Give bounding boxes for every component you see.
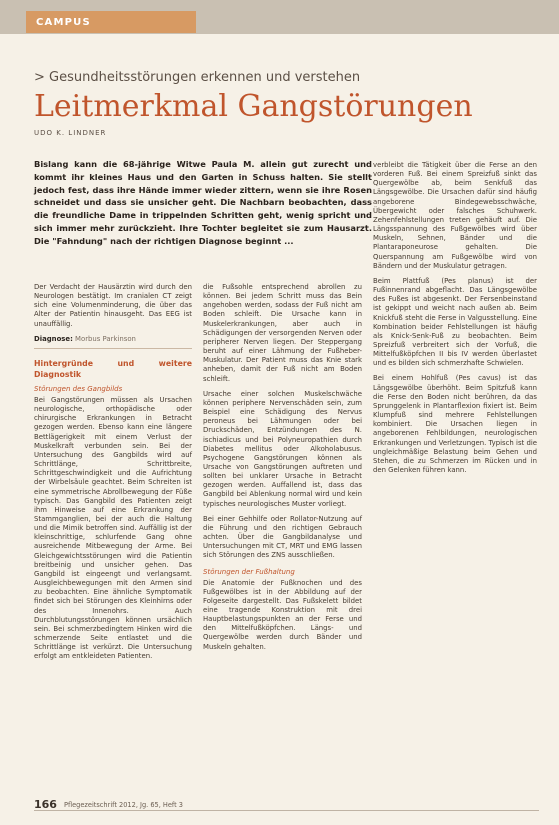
article-kicker: > Gesundheitsstörungen erkennen und verstehen [34,70,361,85]
column-2-body-b: Ursache einer solchen Muskelschwäche können periphere Nervenschäden sein, zum Beispiel eine Schädigung des Nervus peroneus bei Lähmungen oder bei Druckschäden, Entzündungen des N. ischiadicus und bei Polyneuropathien durch Diabetes mellitus oder Alkoholabusus. Psychogene Gangstörungen können als Ursache von Gangstörungen auftreten und sollten bei unklarer Ursache in Betracht gezogen werden. Auffallend ist, dass das Gangbild bei Ablenkung normal wird und kein typisches neurologisches Muster vorliegt. [203,389,362,508]
article-title: Leitmerkmal Gangstörungen [34,89,473,124]
column-1-body: Bei Gangstörungen müssen als Ursachen neurologische, orthopädische oder chirurgische Erkrankungen in Betracht gezogen werden. Ebenso kann eine längere Bettlägerigkeit mit einem Verlust der Muskelkraft verbunden sein. Bei der Untersuchung des Gangbilds wird auf Schrittlänge, Schrittbreite, Schrittgeschwindigkeit und die Aufrichtung der Wirbelsäule geachtet. Beim Schreiten ist eine symmetrische Abrollbewegung der Füße typisch. Das Gangbild des Patienten zeigt ihm Hinweise auf eine Erkrankung der Stammganglien, bei der auch die Haltung und die Mimik betroffen sind. Auffällig ist der kleinschrittige, schlurfende Gang ohne ausreichende Mitbewegung der Arme. Bei Gleichgewichtsstörungen wird die Patientin breitbeinig und unsicher gehen. Das Gangbild ist eingeengt und verlangsamt. Ausgleichbewegungen mit den Armen sind zu beobachten. Eine ähnliche Symptomatik findet sich bei Störungen des Kleinhirns oder des Innenohrs. Auch Durchblutungsstörungen können ursächlich sein. Bei schmerzbedingtem Hinken wird die schmerzende Seite entlastet und die Schrittlänge ist verkürzt. Die Untersuchung erfolgt am entkleideten Patienten. [34,395,192,661]
column-1 [34,283,192,667]
sub-heading-gait: Störungen des Gangbilds [34,384,123,393]
page-number: 166 [34,798,57,811]
case-note [34,283,192,349]
diagnosis-line [34,335,192,344]
column-3-body-a: verbleibt die Tätigkeit über die Ferse an den vorderen Fuß. Bei einem Spreizfuß sinkt das Quergewölbe ab, beim Senkfuß das Längsgewölbe. Die Ursachen dafür sind häufig angeborene Bindegewebsschwäche, Übergewicht oder falsches Schuhwerk. Zehenfehlstellungen treten gehäuft auf. Die Längsspannung des Fußgewölbes wird über Muskeln, Sehnen, Bänder und die Plantaraponeurose gehalten. Die Querspannung am Fußgewölbe wird von Bändern und der Muskulatur getragen. [373,161,537,270]
column-2-body-a: die Fußsohle entsprechend abrollen zu können. Bei jedem Schritt muss das Bein angehoben werden, sodass der Fuß nicht am Boden schleift. Die Ursache kann in Muskelerkrankungen, aber auch in Schädigungen der versorgenden Nerven oder peripherer Nerven liegen. Der Steppergang beruht auf einer Lähmung der Fußheber-Muskulatur. Der Patient muss das Knie stark anheben, damit der Fuß nicht am Boden schleift. [203,283,362,383]
column-2-body-c: Bei einer Gehhilfe oder Rollator-Nutzung auf die Führung und den richtigen Gebrauch achten. Über die Gangbildanalyse und Untersuchungen mit CT, MRT und EMG lassen sich Störungen des ZNS ausschließen. [203,514,362,560]
case-note-text: Der Verdacht der Hausärztin wird durch den Neurologen bestätigt. Im cranialen CT zeigt sich eine Volumenminderung, die über das Alter der Patientin hinausgeht. Das EEG ist unauffällig. [34,283,192,328]
column-3-body-c: Bei einem Hohlfuß (Pes cavus) ist das Längsgewölbe überhöht. Beim Spitzfuß kann die Ferse den Boden nicht berühren, da das Sprunggelenk in Plantarflexion fixiert ist. Beim Klumpfuß sind mehrere Fehlstellungen kombiniert. Die Ursachen liegen in angeborenen Fehlbildungen, neurologischen Erkrankungen und Verletzungen. Typisch ist die ungleichmäßige Belastung beim Gehen und Stehen, die zu Schmerzen im Rücken und in den Gelenken führen kann. [373,374,537,474]
sub-heading-foot: Störungen der Fußhaltung [203,567,295,576]
footer-divider [34,810,539,811]
column-2 [203,283,362,658]
journal-citation: Pflegezeitschrift 2012, Jg. 65, Heft 3 [64,801,184,809]
diagnosis-label: Diagnose: [34,334,73,343]
column-3 [373,161,537,481]
article-intro: Bislang kann die 68-jährige Witwe Paula M. allein gut zurecht und kommt ihr kleines Haus und den Garten in Schuss halten. Sie stellt jedoch fest, dass ihre Hände immer wieder zittern, wenn sie ihre Rosen schneidet und dass sie unsicher geht. Die Nachbarn beobachten, dass die freundliche Dame in trippelnden Schritten geht, wenig spricht und sich immer mehr zurückzieht. Ihre Tochter begleitet sie zum Hausarzt. Die "Fahndung" nach der richtigen Diagnose beginnt ... [34,159,372,246]
section-heading: Hintergründe und weitere Diagnostik [34,358,192,379]
column-2-body-d: Die Anatomie der Fußknochen und des Fußgewölbes ist in der Abbildung auf der Folgeseite dargestellt. Das Fußskelett bildet eine tragende Konstruktion mit drei Hauptbelastungspunkten an der Ferse und den Mittelfußköpfchen. Längs- und Quergewölbe werden durch Bänder und Muskeln gehalten. [203,578,362,651]
diagnosis-value: Morbus Parkinson [75,334,136,343]
article-author: UDO K. LINDNER [34,129,107,137]
section-tab: CAMPUS [26,11,196,33]
column-3-body-b: Beim Plattfuß (Pes planus) ist der Fußinnenrand abgeflacht. Das Längsgewölbe des Fußes ist abgesenkt. Der Fersenbeinstand ist gekippt und weicht nach außen ab. Beim Knickfuß steht die Ferse in Valgusstellung. Eine Kombination beider Fehlstellungen ist häufig als Knick-Senk-Fuß zu beobachten. Beim Spreizfuß verbreitert sich der Vorfuß, die Mittelfußköpfchen II bis IV werden überlastet und es bilden sich schmerzhafte Schwielen. [373,276,537,368]
